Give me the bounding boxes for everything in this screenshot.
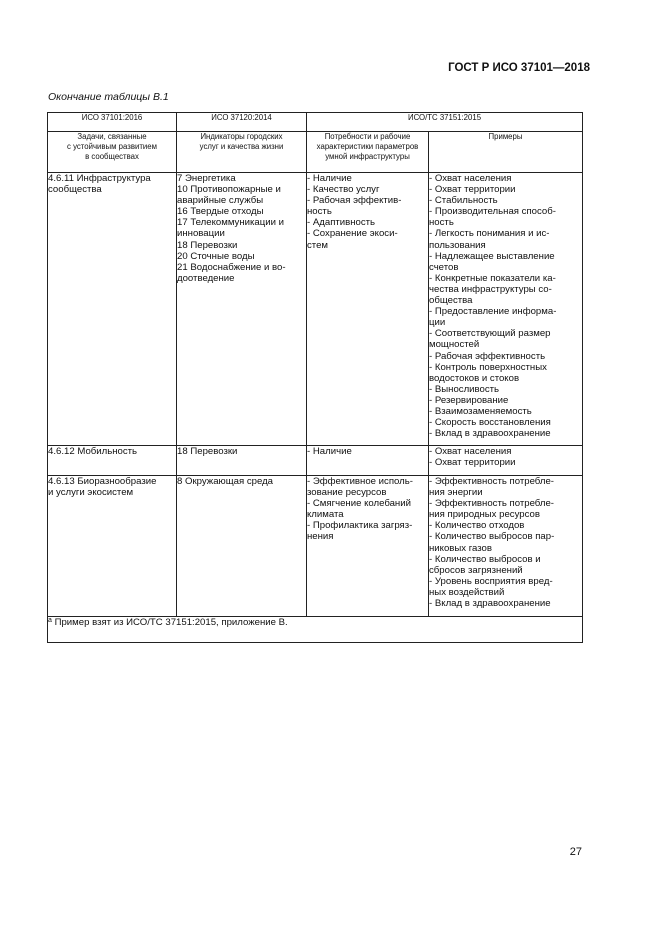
cell-line: - Сохранение экоси- xyxy=(307,228,398,240)
cell-line: - Скорость восстановления xyxy=(429,417,551,429)
cell-line: - Количество отходов xyxy=(429,520,525,532)
cell-line: - Охват населения xyxy=(429,173,512,184)
cell-line: - Предоставление информа- xyxy=(429,306,557,318)
cell-line: - Наличие xyxy=(307,446,352,457)
column-header-iso37101: ИСО 37101:2016 xyxy=(48,113,177,132)
cell-line: 18 Перевозки xyxy=(177,239,238,251)
cell-line: - Надлежащее выставление xyxy=(429,250,555,262)
cell-line: зование ресурсов xyxy=(307,487,387,499)
cell-line: ных воздействий xyxy=(429,586,505,598)
column-header-iso37120: ИСО 37120:2014 xyxy=(177,113,307,132)
cell-line: ность xyxy=(429,217,454,229)
table-subheader-row xyxy=(48,132,583,173)
cell-line: и услуги экосистем xyxy=(48,487,134,499)
cell-line: счетов xyxy=(429,261,459,273)
cell-line: ность xyxy=(307,206,332,218)
cell-line: инновации xyxy=(177,228,225,240)
cell-line: - Количество выбросов и xyxy=(429,553,541,565)
cell-line: - Рабочая эффектив- xyxy=(307,195,402,207)
cell-line: - Охват населения xyxy=(429,446,512,457)
page-number: 27 xyxy=(569,846,582,858)
cell-line: - Эффективность потребле- xyxy=(429,476,554,487)
mapping-table xyxy=(47,112,583,643)
cell-line: сбросов загрязнений xyxy=(429,564,523,576)
needs-cell xyxy=(307,476,429,617)
cell-line: 10 Противопожарные и xyxy=(177,184,281,196)
task-cell xyxy=(48,446,177,476)
cell-line: - Конкретные показатели ка- xyxy=(429,272,556,284)
cell-line: 4.6.11 Инфраструктура xyxy=(48,173,151,184)
footnote-text: Пример взят из ИСО/ТС 37151:2015, приложение В. xyxy=(54,617,288,628)
cell-line: климата xyxy=(307,509,344,521)
cell-line: - Профилактика загряз- xyxy=(307,520,413,532)
cell-line: ния энергии xyxy=(429,487,483,499)
table-footnote xyxy=(48,617,583,643)
cell-line: - Производительная способ- xyxy=(429,206,556,218)
cell-line: - Уровень восприятия вред- xyxy=(429,575,553,587)
cell-line: - Вклад в здравоохранение xyxy=(429,598,551,610)
cell-line: 4.6.12 Мобильность xyxy=(48,446,138,457)
cell-line: 21 Водоснабжение и во- xyxy=(177,261,286,273)
footnote-mark: а xyxy=(48,617,52,624)
cell-line: ния природных ресурсов xyxy=(429,509,540,521)
cell-line: 20 Сточные воды xyxy=(177,250,255,262)
cell-line: - Эффективное исполь- xyxy=(307,476,413,487)
cell-line: - Резервирование xyxy=(429,394,509,406)
cell-line: стем xyxy=(307,239,329,251)
cell-line: ции xyxy=(429,317,446,329)
table-caption: Окончание таблицы В.1 xyxy=(48,91,169,103)
cell-line: аварийные службы xyxy=(177,195,264,207)
cell-line: - Выносливость xyxy=(429,383,500,395)
cell-line: - Охват территории xyxy=(429,184,516,196)
cell-line: - Адаптивность xyxy=(307,217,376,229)
column-header-iso37151: ИСО/ТС 37151:2015 xyxy=(307,113,583,132)
subheader-tasks: Задачи, связанные с устойчивым развитием в сообществах xyxy=(48,132,177,173)
needs-cell xyxy=(307,446,429,476)
examples-cell xyxy=(429,476,583,617)
cell-line: - Взаимозаменяемость xyxy=(429,405,532,417)
cell-line: водостоков и стоков xyxy=(429,372,520,384)
cell-line: - Эффективность потребле- xyxy=(429,498,554,510)
task-cell xyxy=(48,476,177,617)
task-cell xyxy=(48,173,177,446)
subheader-indicators: Индикаторы городских услуг и качества жизни xyxy=(177,132,307,173)
cell-line: доотведение xyxy=(177,272,235,284)
table-footnote-row xyxy=(48,617,583,643)
cell-line: - Рабочая эффективность xyxy=(429,350,546,362)
table-row xyxy=(48,476,583,617)
cell-line: - Охват территории xyxy=(429,457,516,469)
cell-line: 4.6.13 Биоразнообразие xyxy=(48,476,157,487)
cell-line: нения xyxy=(307,531,334,543)
cell-line: - Качество услуг xyxy=(307,184,380,196)
cell-line: - Количество выбросов пар- xyxy=(429,531,555,543)
cell-line: мощностей xyxy=(429,339,480,351)
cell-line: 16 Твердые отходы xyxy=(177,206,264,218)
indicators-cell xyxy=(177,173,307,446)
cell-line: 17 Телекоммуникации и xyxy=(177,217,284,229)
cell-line: никовых газов xyxy=(429,542,492,554)
cell-line: - Легкость понимания и ис- xyxy=(429,228,550,240)
cell-line: - Соответствующий размер xyxy=(429,328,551,340)
document-standard-header: ГОСТ Р ИСО 37101—2018 xyxy=(448,62,590,74)
examples-cell xyxy=(429,446,583,476)
table-row xyxy=(48,173,583,446)
table-row xyxy=(48,446,583,476)
indicators-cell xyxy=(177,476,307,617)
cell-line: общества xyxy=(429,295,473,307)
indicators-cell xyxy=(177,446,307,476)
needs-cell xyxy=(307,173,429,446)
subheader-examples: Примеры xyxy=(429,132,583,173)
cell-line: чества инфраструктуры со- xyxy=(429,283,552,295)
cell-line: - Вклад в здравоохранение xyxy=(429,428,551,440)
subheader-needs: Потребности и рабочие характеристики параметров умной инфраструктуры xyxy=(307,132,429,173)
cell-line: 18 Перевозки xyxy=(177,446,238,457)
cell-line: сообщества xyxy=(48,184,102,196)
cell-line: - Стабильность xyxy=(429,195,498,207)
examples-cell xyxy=(429,173,583,446)
cell-line: 8 Окружающая среда xyxy=(177,476,274,487)
table-header-row xyxy=(48,113,583,132)
cell-line: 7 Энергетика xyxy=(177,173,236,184)
cell-line: пользования xyxy=(429,239,486,251)
cell-line: - Смягчение колебаний xyxy=(307,498,411,510)
cell-line: - Контроль поверхностных xyxy=(429,361,547,373)
cell-line: - Наличие xyxy=(307,173,352,184)
